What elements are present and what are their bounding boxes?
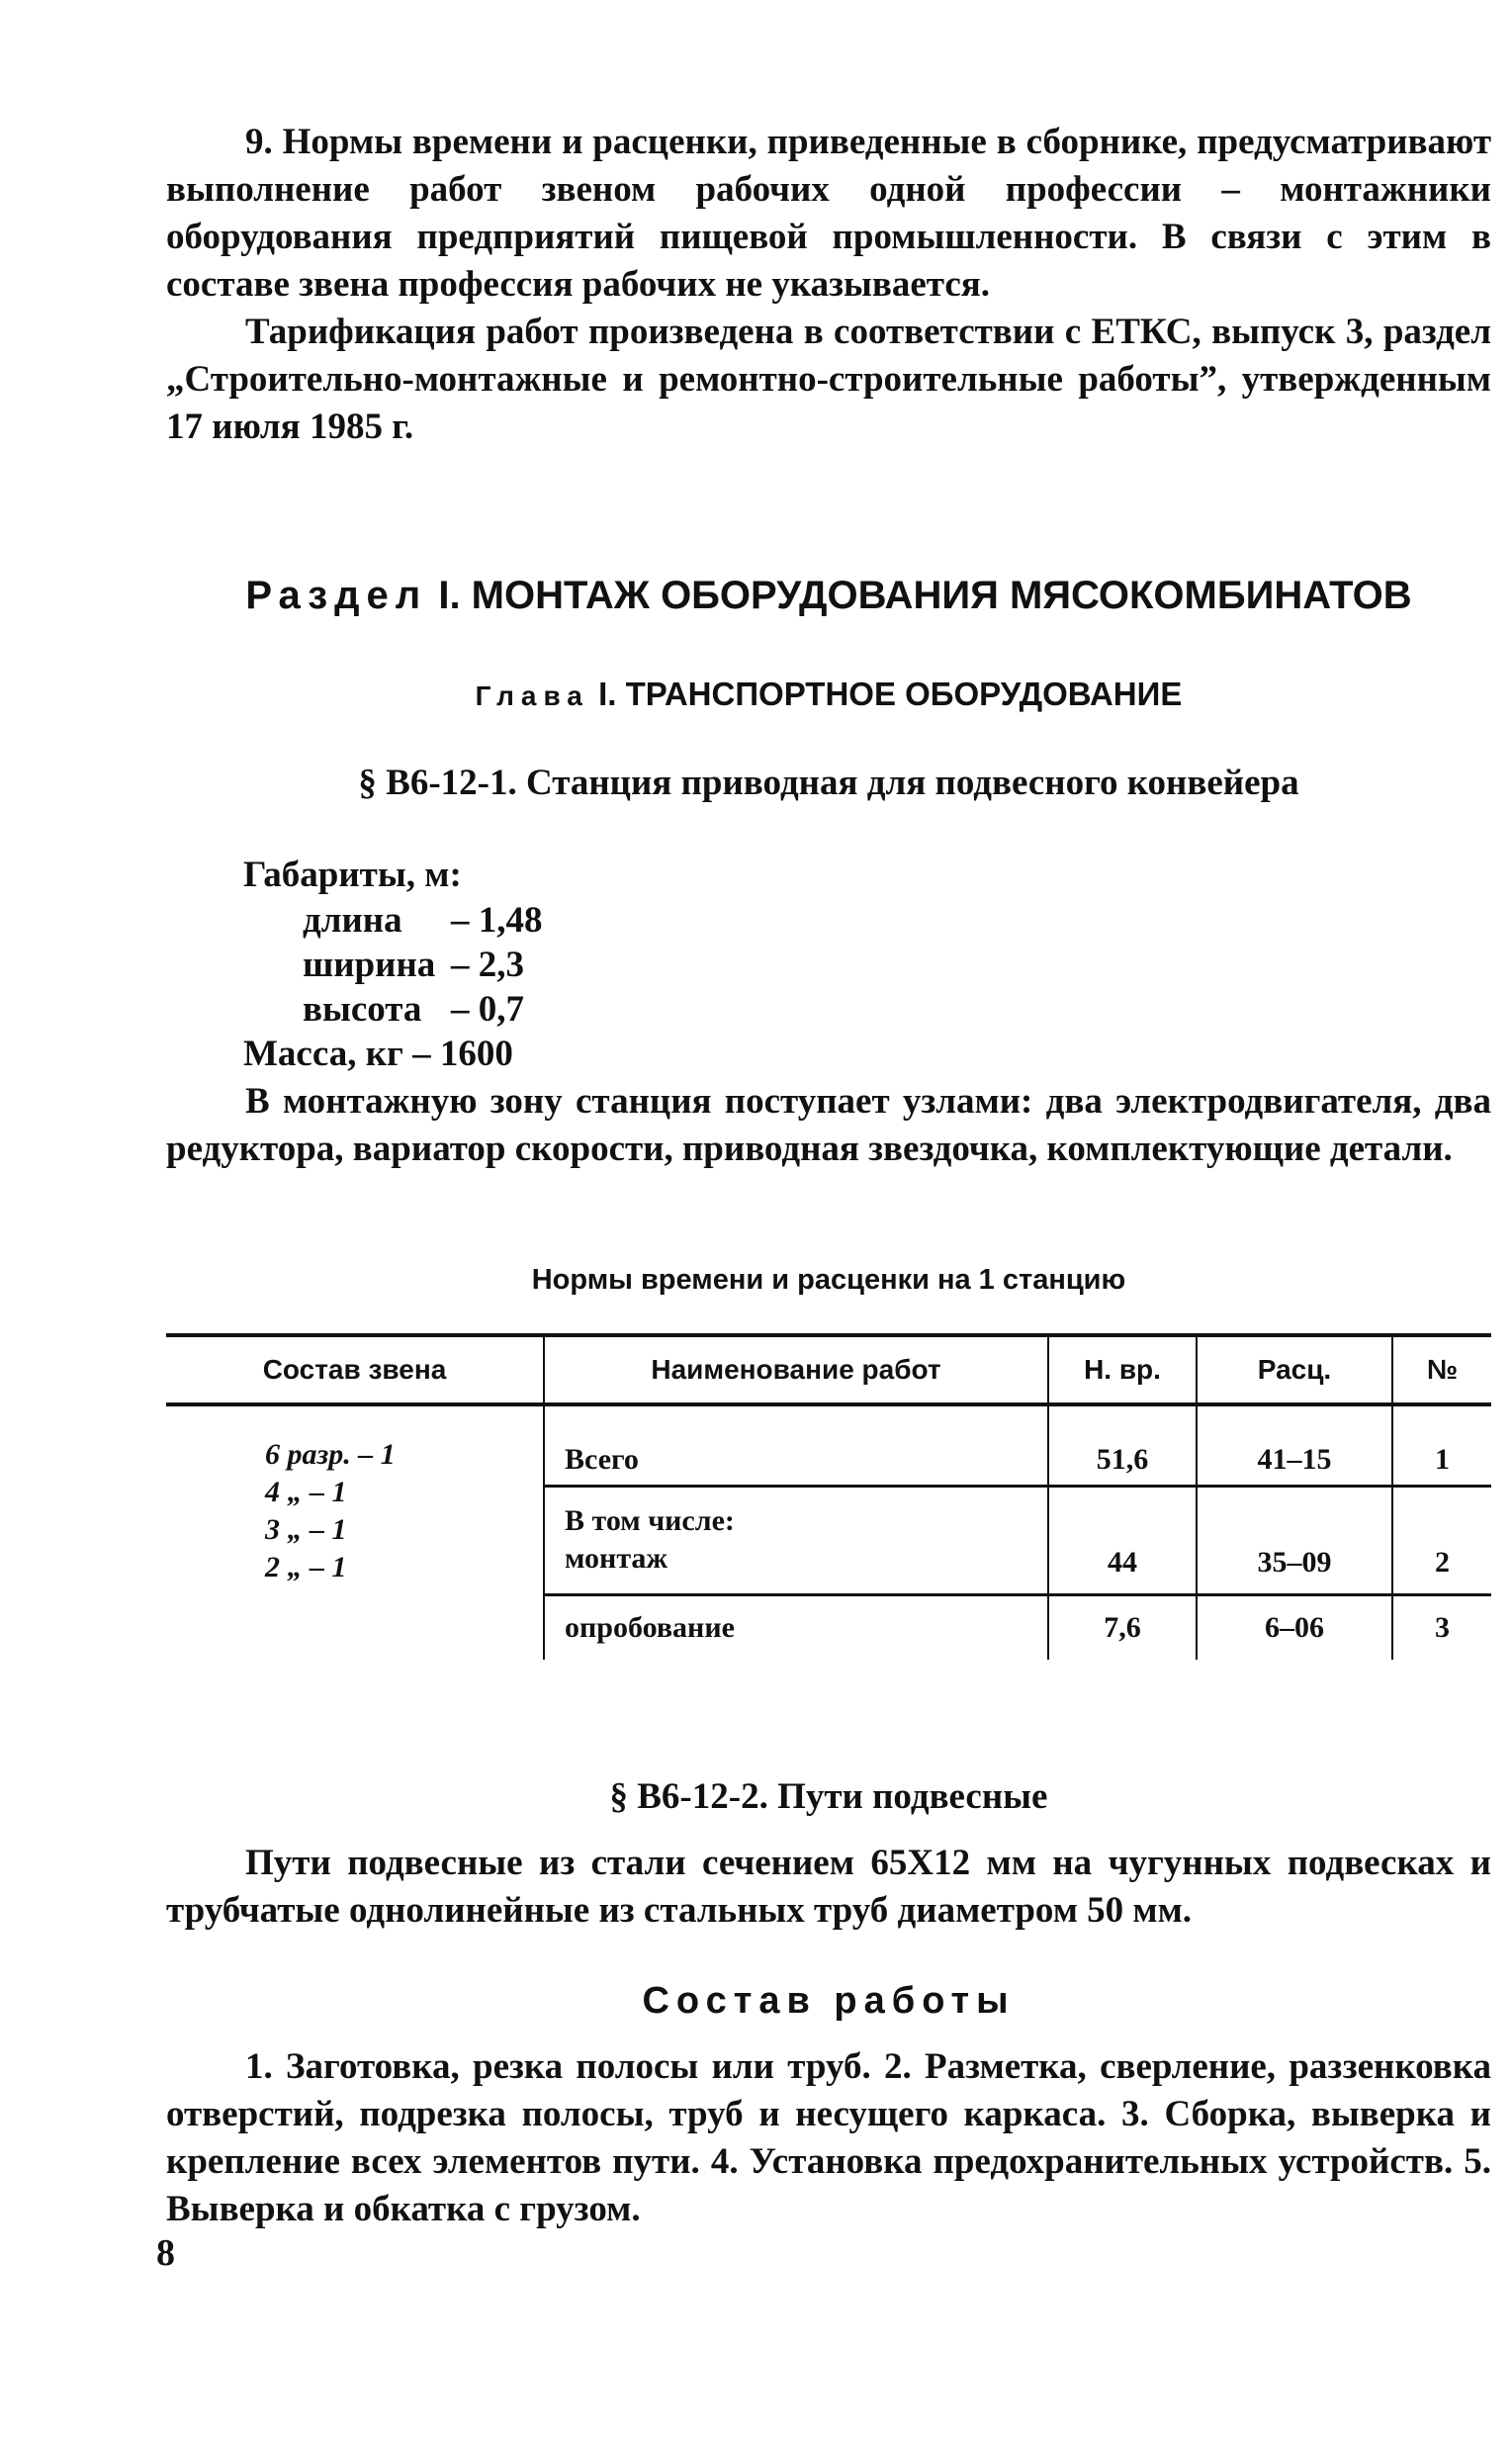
mass-line: Масса, кг – 1600	[243, 1034, 513, 1074]
section-heading	[166, 574, 1491, 618]
crew-line: 3 „ – 1	[265, 1513, 347, 1546]
dim-length-value: – 1,48	[451, 900, 543, 941]
chapter-heading	[166, 676, 1491, 713]
chapter-label: Глава	[475, 680, 589, 711]
work-composition-title: Состав работы	[642, 1980, 1016, 2022]
paragraph-1-text-block	[166, 1078, 1491, 1173]
paragraph-2-heading: § В6-12-2. Пути подвесные	[609, 1776, 1048, 1817]
crew-line: 2 „ – 1	[265, 1551, 347, 1583]
dims-title: Габариты, м:	[243, 855, 462, 895]
header-crew: Состав звена	[166, 1335, 544, 1404]
intro-paragraph-1: 9. Нормы времени и расценки, приведенные в сборнике, предусматривают выполнение работ звеном рабочих одной профессии – монтажники оборудования предприятий пищевой промышленности. В связи с этим в составе звена профессия рабочих не указывается.	[166, 122, 1491, 305]
crew-line: 6 разр. – 1	[265, 1438, 396, 1471]
paragraph-2-text: Пути подвесные из стали сечением 65Х12 мм на чугунных подвесках и трубчатые однолинейные из стальных труб диаметром 50 мм.	[166, 1843, 1491, 1931]
work-composition-text: 1. Заготовка, резка полосы или труб. 2. Разметка, сверление, раззенковка отверстий, подрезка полосы, труб и несущего каркаса. 3. Сборка, выверка и крепление всех элементов пути. 4. Установка предохранительных устройств. 5. Выверка и обкатка с грузом.	[166, 2046, 1491, 2229]
section-label: Раздел	[245, 574, 428, 617]
dim-width	[303, 943, 524, 987]
dim-width-value: – 2,3	[451, 945, 524, 985]
table-row	[166, 1436, 1491, 1486]
work-name: В том числе: монтаж	[544, 1486, 1048, 1594]
norm-value: 51,6	[1048, 1436, 1197, 1486]
dim-height-value: – 0,7	[451, 989, 524, 1030]
crew-line: 4 „ – 1	[265, 1476, 347, 1508]
row-number: 3	[1392, 1594, 1491, 1660]
header-norm: Н. вр.	[1048, 1335, 1197, 1404]
paragraph-1-text: В монтажную зону станция поступает узлами: два электродвигателя, два редуктора, вариатор скорости, приводная звездочка, комплектующие детали.	[166, 1081, 1491, 1169]
row-number: 2	[1392, 1486, 1491, 1594]
chapter-title: I. ТРАНСПОРТНОЕ ОБОРУДОВАНИЕ	[598, 676, 1183, 712]
table-row	[166, 1594, 1491, 1660]
work-composition-block	[166, 2043, 1491, 2233]
intro-paragraph-2: Тарификация работ произведена в соответствии с ЕТКС, выпуск 3, раздел „Строительно-монтажные и ремонтно-строительные работы”, утвержденным 17 июля 1985 г.	[166, 312, 1491, 447]
norm-value: 7,6	[1048, 1594, 1197, 1660]
header-rate: Расц.	[1197, 1335, 1392, 1404]
crew-cell	[166, 1436, 544, 1594]
page-number: 8	[156, 2232, 175, 2274]
dim-length-name: длина	[303, 900, 402, 941]
table-header-row	[166, 1335, 1491, 1404]
norms-table	[166, 1333, 1491, 1660]
work-name: опробование	[544, 1594, 1048, 1660]
paragraph-2-text-block	[166, 1840, 1491, 1935]
rate-value: 6–06	[1197, 1594, 1392, 1660]
norm-value: 44	[1048, 1486, 1197, 1594]
rate-value: 35–09	[1197, 1486, 1392, 1594]
work-subheading: В том числе:	[565, 1504, 735, 1537]
paragraph-1-heading: § В6-12-1. Станция приводная для подвесного конвейера	[358, 763, 1299, 803]
dim-height	[303, 987, 524, 1032]
dim-length	[303, 898, 543, 943]
dim-height-name: высота	[303, 989, 422, 1030]
row-number: 1	[1392, 1436, 1491, 1486]
header-num: №	[1392, 1335, 1491, 1404]
header-work: Наименование работ	[544, 1335, 1048, 1404]
intro-block	[166, 119, 1491, 451]
table-caption: Нормы времени и расценки на 1 станцию	[531, 1264, 1126, 1296]
work-name: Всего	[544, 1436, 1048, 1486]
section-title: I. МОНТАЖ ОБОРУДОВАНИЯ МЯСОКОМБИНАТОВ	[438, 574, 1412, 617]
dim-width-name: ширина	[303, 945, 436, 985]
rate-value: 41–15	[1197, 1436, 1392, 1486]
